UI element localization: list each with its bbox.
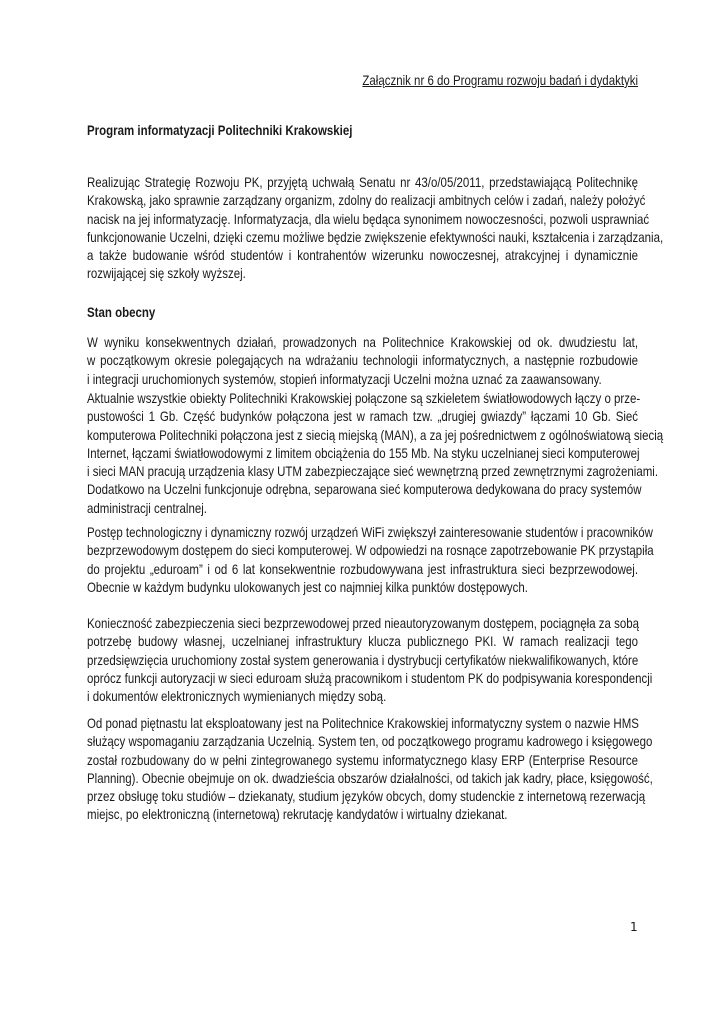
text-line: administracji centralnej. (87, 499, 207, 516)
text-line: i integracji uruchomionych systemów, stopień informatyzacji Uczelni można uznać za zaawansowany. (87, 370, 602, 387)
text-line: potrzebę budowy własnej, uczelnianej infrastruktury klucza publicznego PKI. W ramach realizacji tego (87, 633, 639, 650)
text-line: został rozbudowany do w pełni zintegrowanego systemu informatycznego klasy ERP (Enterprise Resource (87, 751, 639, 768)
text-line: Postęp technologiczny i dynamiczny rozwój urządzeń WiFi zwiększył zainteresowanie studentów i pracowników (87, 524, 653, 540)
text-line: Planning). Obecnie obejmuje on ok. dwadzieścia obszarów działalności, od takich jak kadry, płace, księgowość, (87, 769, 653, 786)
text-line: bezprzewodowym dostępem do sieci komputerowej. W odpowiedzi na rosnące zapotrzebowanie PK przystąpiła (87, 542, 654, 559)
text-line: miejsc, po elektroniczną (internetową) rekrutację kandydatów i wirtualny dziekanat. (87, 806, 508, 823)
text-line: W wyniku konsekwentnych działań, prowadzonych na Politechnice Krakowskiej od ok. dwudziestu lat, (87, 334, 639, 350)
text-line: i sieci MAN pracują urządzenia klasy UTM zabezpieczające sieć wewnętrzną przed zewnętrznymi zagrożeniami. (87, 463, 659, 480)
document-title: Program informatyzacji Politechniki Krakowskiej (87, 122, 353, 138)
text-line: nacisk na jej informatyzację. Informatyzacja, dla wielu będąca synonimem nowoczesności, pozwoli usprawniać (87, 210, 650, 227)
text-line: przedsięwzięcia uruchomiony został system generowania i dystrybucji certyfikatów niekwalifikowanych, które (87, 651, 639, 668)
text-line: oprócz funkcji autoryzacji w sieci eduroam służą pracownikom i studentom PK do podpisywania korespondencji (87, 669, 653, 686)
paragraph (87, 389, 664, 517)
text-line: Aktualnie wszystkie obiekty Politechniki Krakowskiej połączone są szkieletem światłowodowych łączy o prze- (87, 390, 641, 406)
intro-paragraph (87, 173, 664, 283)
text-line: służący wspomaganiu zarządzania Uczelnią. System ten, od początkowego programu kadrowego i księgowego (87, 733, 653, 750)
text-line: pustowości 1 Gb. Część budynków połączona jest w ramach tzw. „drugiej gwiazdy” łączami 10 Gb. Sieć (87, 408, 639, 425)
text-line: do projektu „eduroam” i od 6 lat konsekwentnie rozbudowywana jest infrastruktura sieci bezprzewodowej. (87, 560, 639, 577)
text-line: Konieczność zabezpieczenia sieci bezprzewodowej przed nieautoryzowanym dostępem, pociągnęła za sobą (87, 615, 640, 631)
text-line: w początkowym okresie polegających na wdrażaniu technologii informatycznych, a następnie rozbudowie (87, 352, 639, 369)
paragraph (87, 614, 653, 705)
paragraph (87, 714, 653, 824)
text-line: Realizując Strategię Rozwoju PK, przyjętą uchwałą Senatu nr 43/o/05/2011, przedstawiającą Politechnikę (87, 174, 639, 190)
page-number: 1 (630, 920, 638, 934)
annex-header: Załącznik nr 6 do Programu rozwoju badań i dydaktyki (362, 72, 639, 88)
text-line: a także budowanie wśród studentów i kontrahentów wizerunku nowoczesnej, atrakcyjnej i dynamicznie (87, 247, 639, 264)
paragraph (87, 333, 638, 388)
text-line: komputerowa Politechniki połączona jest z siecią miejską (MAN), a za jej pośrednictwem z ogólnoświatową siecią (87, 426, 664, 443)
text-line: funkcjonowanie Uczelni, dzięki czemu możliwe będzie zwiększenie efektywności nauki, kształcenia i zarządzania, (87, 228, 664, 245)
text-line: i dokumentów elektronicznych wymienianych między sobą. (87, 688, 387, 705)
text-line: Internet, łączami światłowodowymi z limitem obciążenia do 155 Mb. Na styku uczelnianej sieci komputerowej (87, 444, 640, 461)
text-line: Dodatkowo na Uczelni funkcjonuje odrębna, separowana sieć komputerowa dedykowana do pracy systemów (87, 481, 642, 498)
text-line: Krakowską, jako sprawnie zarządzany organizm, zdolny do realizacji ambitnych celów i zadań, należy położyć (87, 192, 646, 209)
text-line: rozwijającej się szkoły wyższej. (87, 265, 246, 282)
text-line: Od ponad piętnastu lat eksploatowany jest na Politechnice Krakowskiej informatyczny system o nazwie HMS (87, 715, 639, 731)
text-line: przez obsługę toku studiów – dziekanaty, studium języków obcych, domy studenckie z internetową rezerwacją (87, 788, 646, 805)
text-line: Obecnie w każdym budynku ulokowanych jest co najmniej kilka punktów dostępowych. (87, 578, 528, 595)
paragraph (87, 523, 654, 596)
section-heading: Stan obecny (87, 304, 156, 320)
